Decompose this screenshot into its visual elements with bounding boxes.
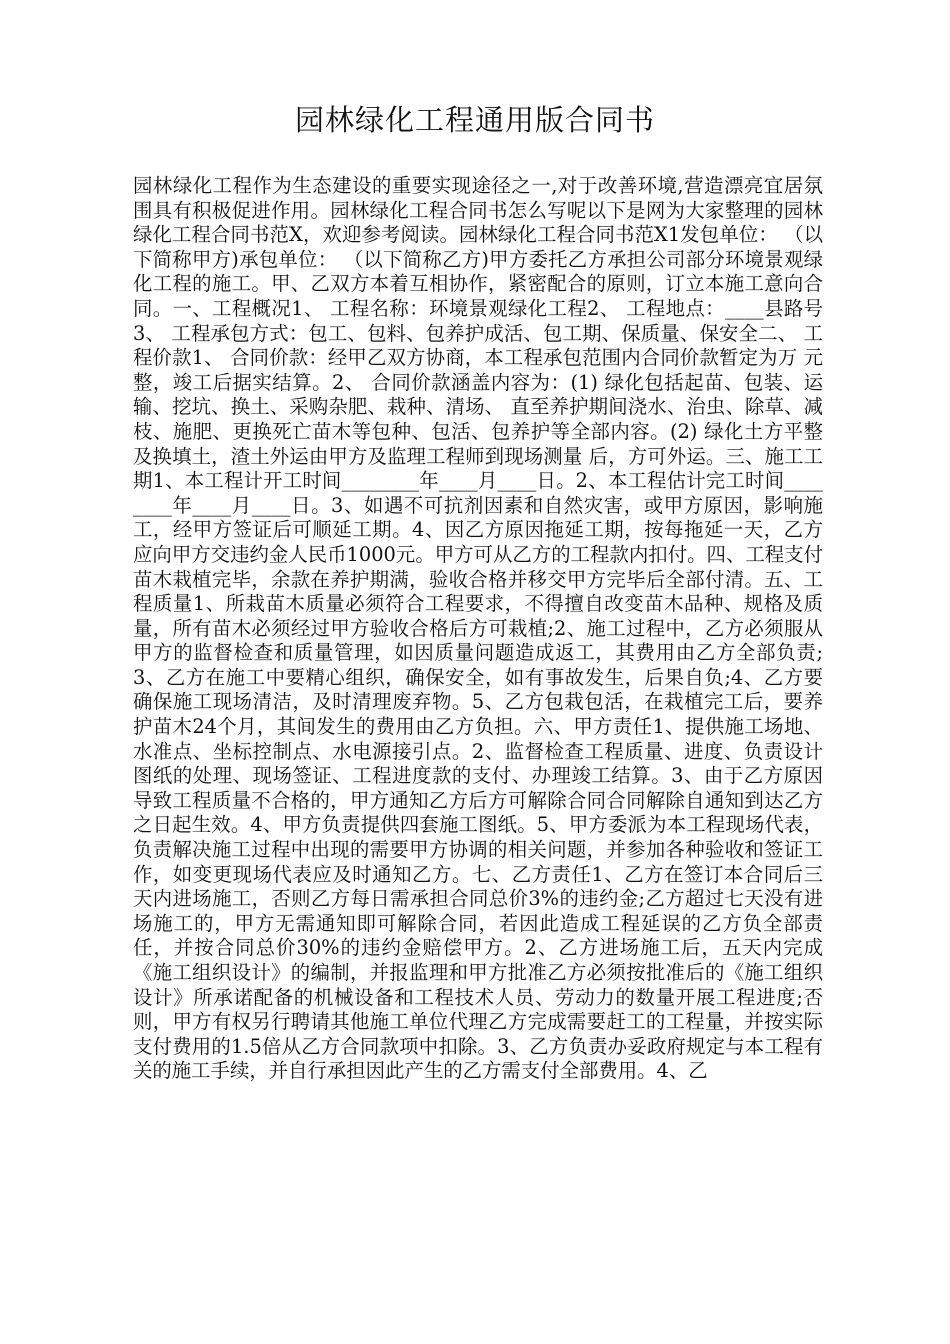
- document-title: 园林绿化工程通用版合同书: [294, 103, 655, 137]
- document-body: 园林绿化工程作为生态建设的重要实现途径之一,对于改善环境,营造漂亮宜居氛围具有积极促进作用。园林绿化工程合同书怎么写呢以下是网为大家整理的园林绿化工程合同书范X，欢迎参考阅读。园林绿化工程合同书范X1发包单位： （以下简称甲方)承包单位： （以下简称乙方)甲方委托乙方承担公司部分环境景观绿化工程的施工。甲、乙双方本着互相协作，紧密配合的原则，订立本施工意向合同。一、工程概况1、 工程名称：环境景观绿化工程2、 工程地点：____县路号3、 工程承包方式：包工、包料、包养护成活、包工期、保质量、保安全二、 工程价款1、 合同价款：经甲乙双方协商，本工程承包范围内合同价款暂定为万 元整，竣工后据实结算。2、 合同价款涵盖内容为：(1) 绿化包括起苗、包装、运输、挖坑、换土、采购杂肥、栽种、清场、 直至养护期间浇水、治虫、除草、减枝、施肥、更换死亡苗木等包种、包活、包养护等全部内容。(2) 绿化土方平整及换填土，渣土外运由甲方及监理工程师到现场测量 后，方可外运。三、施工工期1、本工程计开工时间________年____月____日。2、本工程估计完工时间________年____月____日。3、如遇不可抗剂因素和自然灾害，或甲方原因，影响施工，经甲方签证后可顺延工期。4、因乙方原因拖延工期，按每拖延一天，乙方应向甲方交违约金人民币1000元。甲方可从乙方的工程款内扣付。四、工程支付苗木栽植完毕，余款在养护期满，验收合格并移交甲方完毕后全部付清。五、工程质量1、所栽苗木质量必须符合工程要求，不得擅自改变苗木品种、规格及质量，所有苗木必须经过甲方验收合格后方可栽植;2、施工过程中，乙方必须服从甲方的监督检查和质量管理，如因质量问题造成返工，其费用由乙方全部负责;3、乙方在施工中要精心组织，确保安全，如有事故发生，后果自负;4、乙方要确保施工现场清洁，及时清理废弃物。5、乙方包栽包活，在栽植完工后，要养护苗木24个月，其间发生的费用由乙方负担。六、甲方责任1、提供施工场地、水准点、坐标控制点、水电源接引点。2、监督检查工程质量、进度、负责设计图纸的处理、现场签证、工程进度款的支付、办理竣工结算。3、由于乙方原因导致工程质量不合格的，甲方通知乙方后方可解除合同合同解除自通知到达乙方之日起生效。4、甲方负责提供四套施工图纸。5、甲方委派为本工程现场代表，负责解决施工过程中出现的需要甲方协调的相关问题，并参加各种验收和签证工作，如变更现场代表应及时通知乙方。七、乙方责任1、乙方在签订本合同后三天内进场施工，否则乙方每日需承担合同总价3%的违约金;乙方超过七天没有进场施工的，甲方无需通知即可解除合同，若因此造成工程延误的乙方负全部责任，并按合同总价30%的违约金赔偿甲方。2、乙方进场施工后，五天内完成《施工组织设计》的编制，并报监理和甲方批准乙方必须按批准后的《施工组织设计》所承诺配备的机械设备和工程技术人员、劳动力的数量开展工程进度;否则，甲方有权另行聘请其他施工单位代理乙方完成需要赶工的工程量，并按实际支付费用的1.5倍从乙方合同款项中扣除。3、乙方负责办妥政府规定与本工程有关的施工手续，并自行承担因此产生的乙方需支付全部费用。4、乙: [133, 174, 823, 1083]
